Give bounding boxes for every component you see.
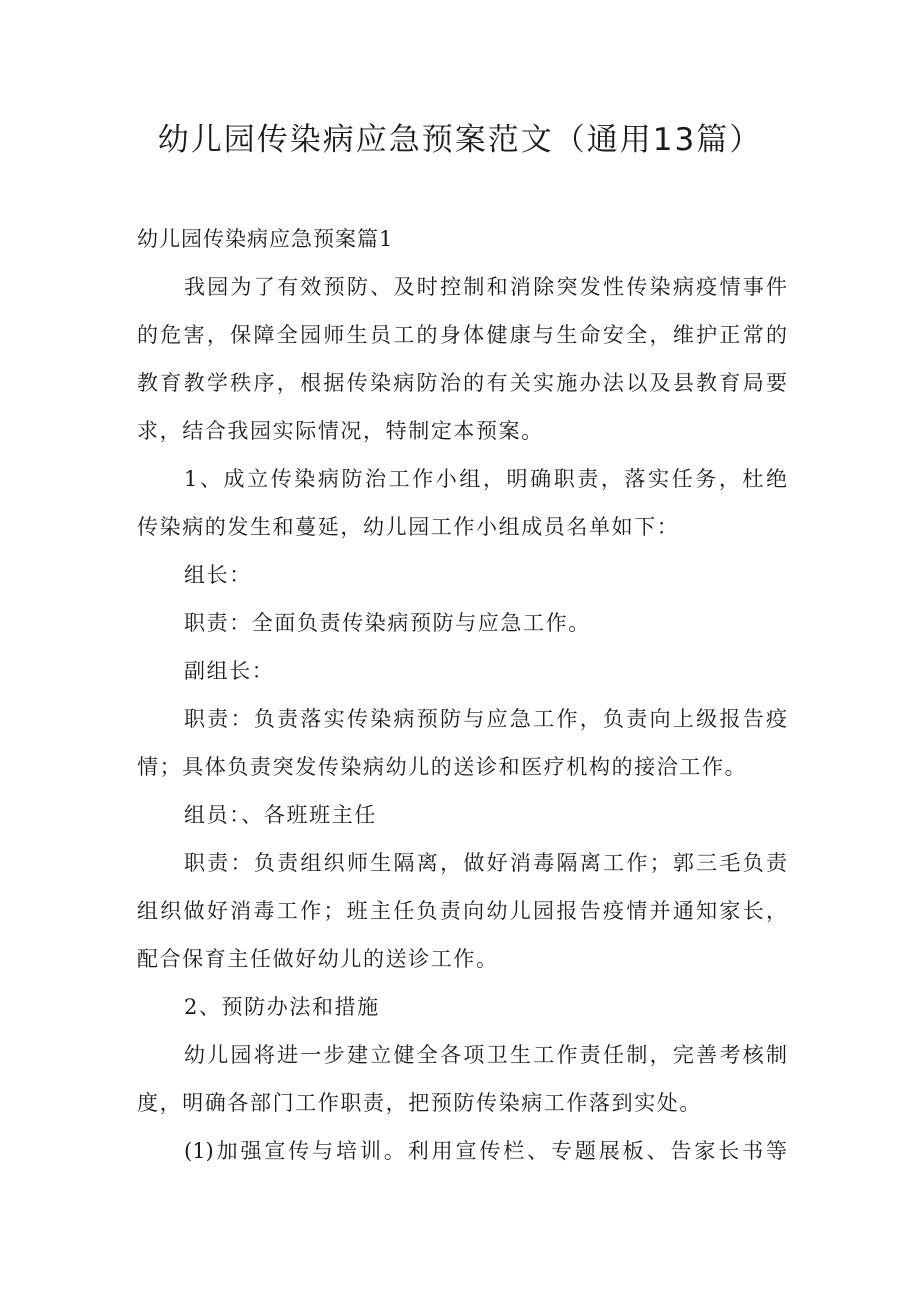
paragraph-line: 教育教学秩序，根据传染病防治的有关实施办法以及县教育局要 [137, 371, 787, 395]
paragraph-line: 职责：负责组织师生隔离，做好消毒隔离工作；郭三毛负责 [184, 851, 787, 875]
paragraph-line: 2、预防办法和措施 [184, 995, 380, 1019]
paragraph-line: 幼儿园将进一步建立健全各项卫生工作责任制，完善考核制 [184, 1043, 787, 1067]
paragraph-line: 1、成立传染病防治工作小组，明确职责，落实任务，杜绝 [184, 467, 787, 491]
paragraph-line: 配合保育主任做好幼儿的送诊工作。 [137, 947, 499, 971]
paragraph-line: 求，结合我园实际情况，特制定本预案。 [137, 419, 544, 443]
paragraph-line: 职责：负责落实传染病预防与应急工作，负责向上级报告疫 [184, 707, 787, 731]
document-body [137, 215, 787, 1175]
paragraph-line: 我园为了有效预防、及时控制和消除突发性传染病疫情事件 [184, 275, 787, 299]
document-title: 幼儿园传染病应急预案范文（通用13篇） [157, 122, 763, 158]
paragraph-line: 的危害，保障全园师生员工的身体健康与生命安全，维护正常的 [137, 323, 787, 347]
paragraph-line: 度，明确各部门工作职责，把预防传染病工作落到实处。 [137, 1091, 702, 1115]
paragraph-line: 情；具体负责突发传染病幼儿的送诊和医疗机构的接洽工作。 [137, 755, 748, 779]
paragraph-line: 传染病的发生和蔓延，幼儿园工作小组成员名单如下： [137, 515, 680, 539]
paragraph-line: 副组长： [184, 659, 275, 683]
paragraph-line: 组长： [184, 563, 252, 587]
paragraph-line: (1)加强宣传与培训。利用宣传栏、专题展板、告家长书等 [184, 1139, 787, 1163]
paragraph-line: 职责：全面负责传染病预防与应急工作。 [184, 611, 591, 635]
paragraph-line: 组织做好消毒工作；班主任负责向幼儿园报告疫情并通知家长， [137, 899, 787, 923]
section-heading: 幼儿园传染病应急预案篇1 [137, 227, 394, 251]
paragraph-line: 组员：、各班班主任 [184, 803, 377, 827]
